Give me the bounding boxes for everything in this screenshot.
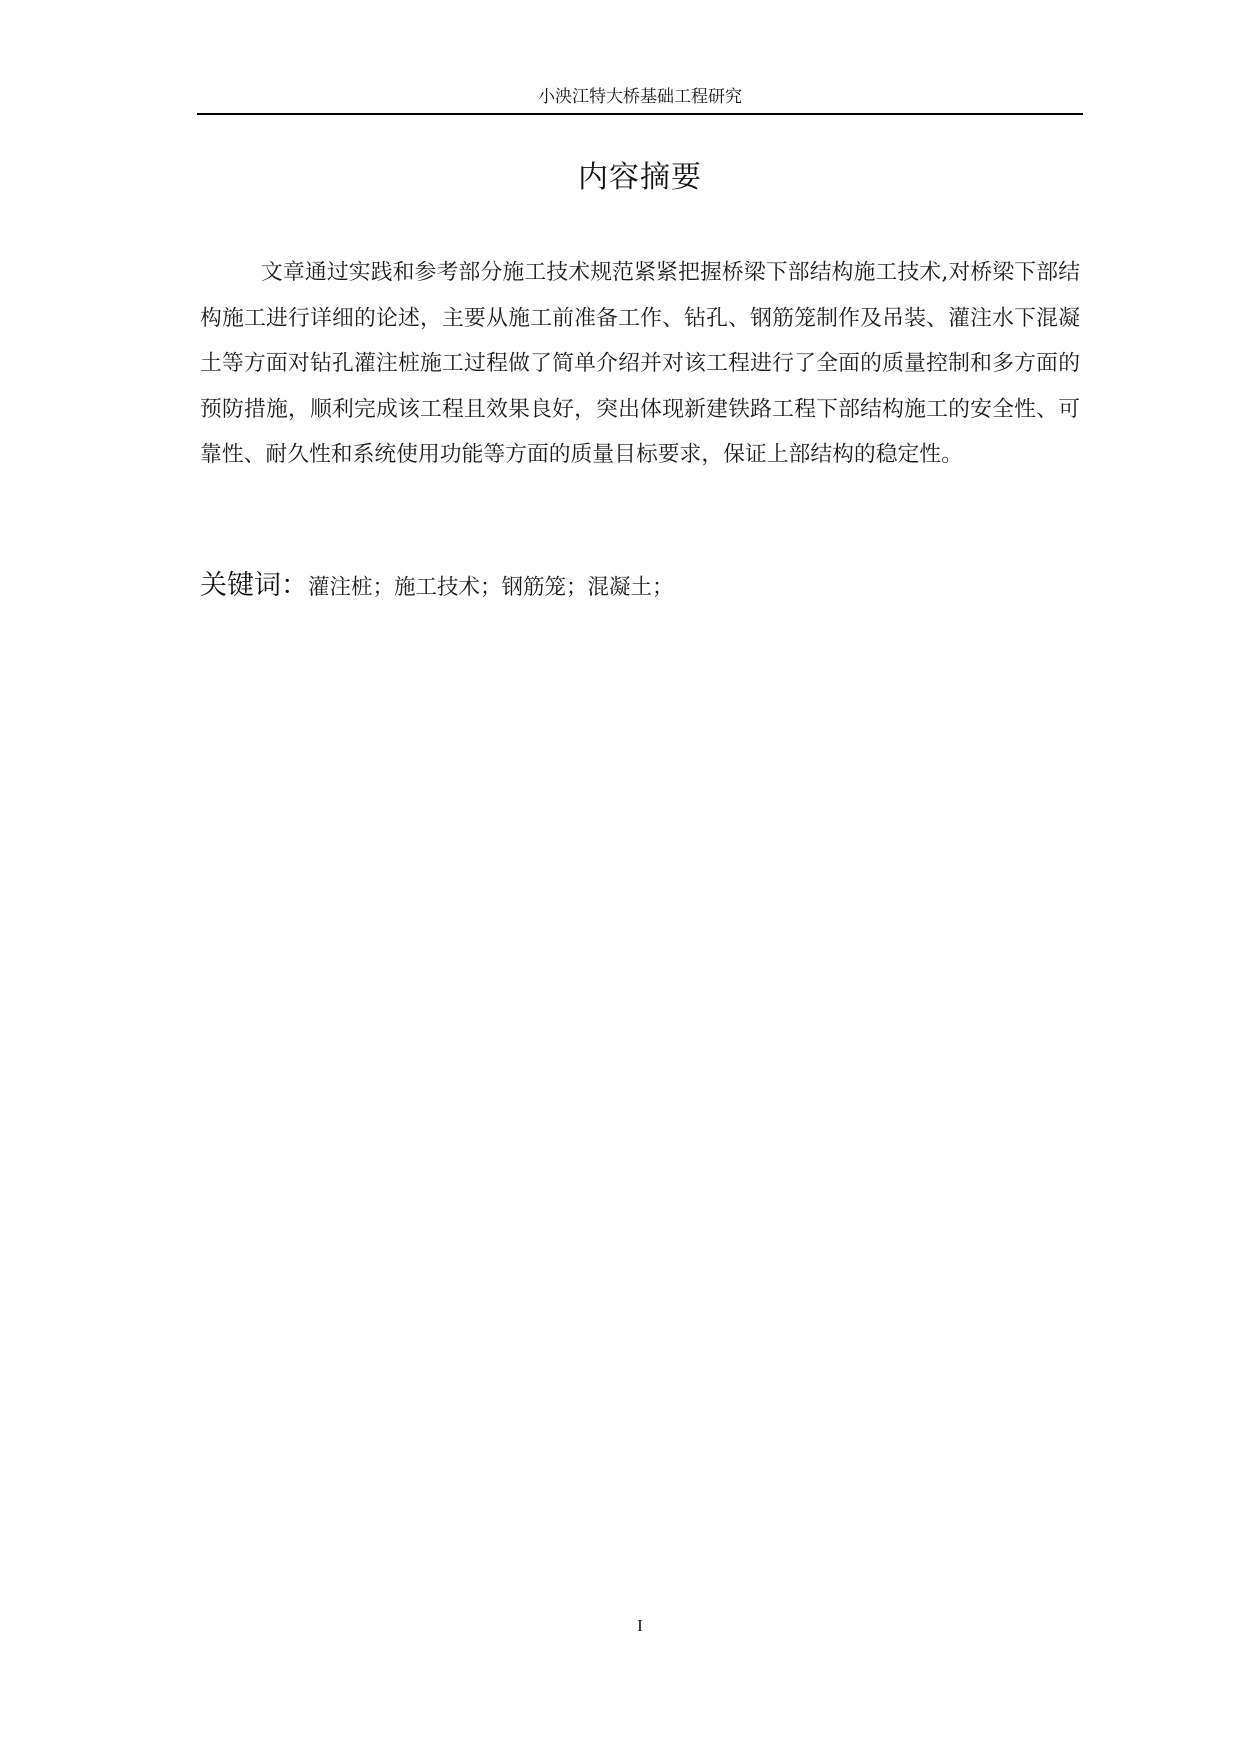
keywords-text: 灌注桩；施工技术；钢筋笼；混凝土； bbox=[308, 575, 674, 600]
keywords-label: 关键词： bbox=[200, 570, 308, 601]
keywords-line bbox=[200, 566, 1080, 608]
header-rule bbox=[197, 113, 1083, 115]
abstract-body: 文章通过实践和参考部分施工技术规范紧紧把握桥梁下部结构施工技术,对桥梁下部结构施工进行详细的论述，主要从施工前准备工作、钻孔、钢筋笼制作及吊装、灌注水下混凝土等方面对钻孔灌注桩施工过程做了简单介绍并对该工程进行了全面的质量控制和多方面的预防措施，顺利完成该工程且效果良好，突出体现新建铁路工程下部结构施工的安全性、可靠性、耐久性和系统使用功能等方面的质量目标要求，保证上部结构的稳定性。 bbox=[200, 260, 1080, 467]
page-title: 内容摘要 bbox=[578, 160, 702, 195]
running-header-title: 小泱江特大桥基础工程研究 bbox=[538, 87, 742, 107]
page-number: I bbox=[637, 1616, 643, 1635]
